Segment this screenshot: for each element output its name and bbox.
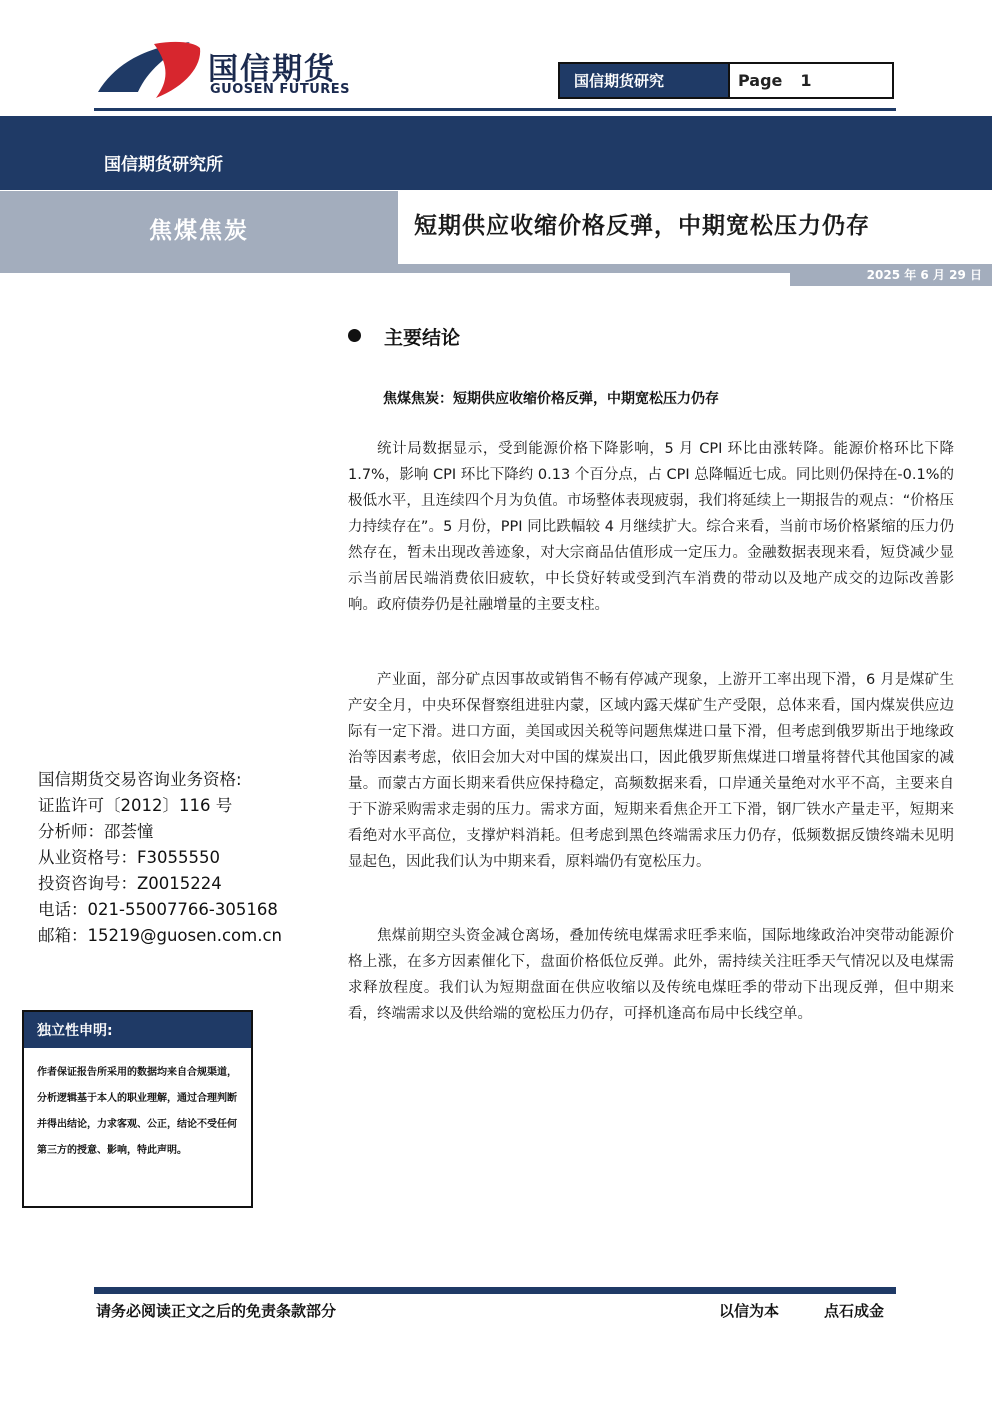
credential-qualification: 从业资格号：F3055550 [38,848,220,867]
body-paragraph: 产业面，部分矿点因事故或销售不畅有停减产现象，上游开工率出现下滑，6 月是煤矿生产安全月，中央环保督察组进驻内蒙，区域内露天煤矿生产受限，总体来看，国内煤炭供应边际有一定下滑。进口方面，美国或因关税等问题焦煤进口量下滑，但考虑到俄罗斯出于地缘政治等因素考虑，依旧会加大对中国的煤炭出口，因此俄罗斯焦煤进口增量将替代其他国家的减量。而蒙古方面长期来看供应保持稳定，高频数据来看，口岸通关量绝对水平不高，主要来自于下游采购需求走弱的压力。需求方面，短期来看焦企开工下滑，钢厂铁水产量走平，短期来看绝对水平高位，支撑炉料消耗。但考虑到黑色终端需求压力仍存，低频数据反馈终端未见明显起色，因此我们认为中期来看，原料端仍有宽松压力。 [348,672,954,870]
page-number: 1 [800,71,812,90]
report-date: 2025 年 6 月 29 日 [866,268,982,282]
independence-heading: 独立性申明: [24,1012,251,1048]
credential-analyst: 分析师：邵荟憧 [38,822,154,841]
credential-consulting: 投资咨询号：Z0015224 [38,874,222,893]
header-tag: 国信期货研究 [560,64,728,97]
independence-statement-box [22,1010,253,1208]
category-label: 焦煤焦炭 [149,218,249,244]
section-heading: 主要结论 [384,327,461,349]
analyst-credentials [38,767,328,949]
page-indicator [728,64,892,97]
header-tag-box [558,62,894,99]
header-divider [94,108,896,111]
bullet-icon [348,329,361,342]
footer-divider [94,1287,896,1294]
logo-mark-icon [94,40,204,102]
footer-disclaimer: 请务必阅读正文之后的免责条款部分 [96,1302,337,1320]
credential-license-number: 证监许可〔2012〕116 号 [38,796,233,815]
page-label: Page [738,71,783,90]
footer-motto: 点石成金 [824,1302,885,1320]
body-paragraph: 焦煤前期空头资金减仓离场，叠加传统电煤需求旺季来临，国际地缘政治冲突带动能源价格上涨，在多方因素催化下，盘面价格低位反弹。此外，需持续关注旺季天气情况以及电煤需求释放程度。我们认为短期盘面在供应收缩以及传统电煤旺季的带动下出现反弹，但中期来看，终端需求以及供给端的宽松压力仍存，可择机逢高布局中长线空单。 [348,928,954,1022]
body-paragraph: 统计局数据显示，受到能源价格下降影响，5 月 CPI 环比由涨转降。能源价格环比下降 1.7%，影响 CPI 环比下降约 0.13 个百分点，占 CPI 总降幅近七成。同比则仍保持在-0.1%的极低水平，且连续四个月为负值。市场整体表现疲弱，我们将延续上一期报告的观点：“价格压力持续存在”。5 月份，PPI 同比跌幅较 4 月继续扩大。综合来看，当前市场价格紧缩的压力仍然存在，暂未出现改善迹象，对大宗商品估值形成一定压力。金融数据表现来看，短贷减少显示当前居民端消费依旧疲软，中长贷好转或受到汽车消费的带动以及地产成交的边际改善影响。政府债券仍是社融增量的主要支柱。 [348,441,954,613]
logo-wordmark-en: GUOSEN FUTURES [210,82,351,97]
report-title: 短期供应收缩价格反弹，中期宽松压力仍存 [414,213,870,239]
footer-motto: 以信为本 [719,1302,780,1320]
independence-body: 作者保证报告所采用的数据均来自合规渠道，分析逻辑基于本人的职业理解，通过合理判断并得出结论，力求客观、公正，结论不受任何第三方的授意、影响，特此声明。 [37,1067,237,1156]
institute-name: 国信期货研究所 [104,155,223,175]
sub-heading: 焦煤焦炭：短期供应收缩价格反弹，中期宽松压力仍存 [383,391,719,407]
logo-wordmark-cn: 国信期货 [208,52,336,87]
credential-license-title: 国信期货交易咨询业务资格: [38,770,242,789]
credential-phone: 电话：021-55007766-305168 [38,900,278,919]
credential-email: 邮箱：15219@guosen.com.cn [38,926,282,945]
